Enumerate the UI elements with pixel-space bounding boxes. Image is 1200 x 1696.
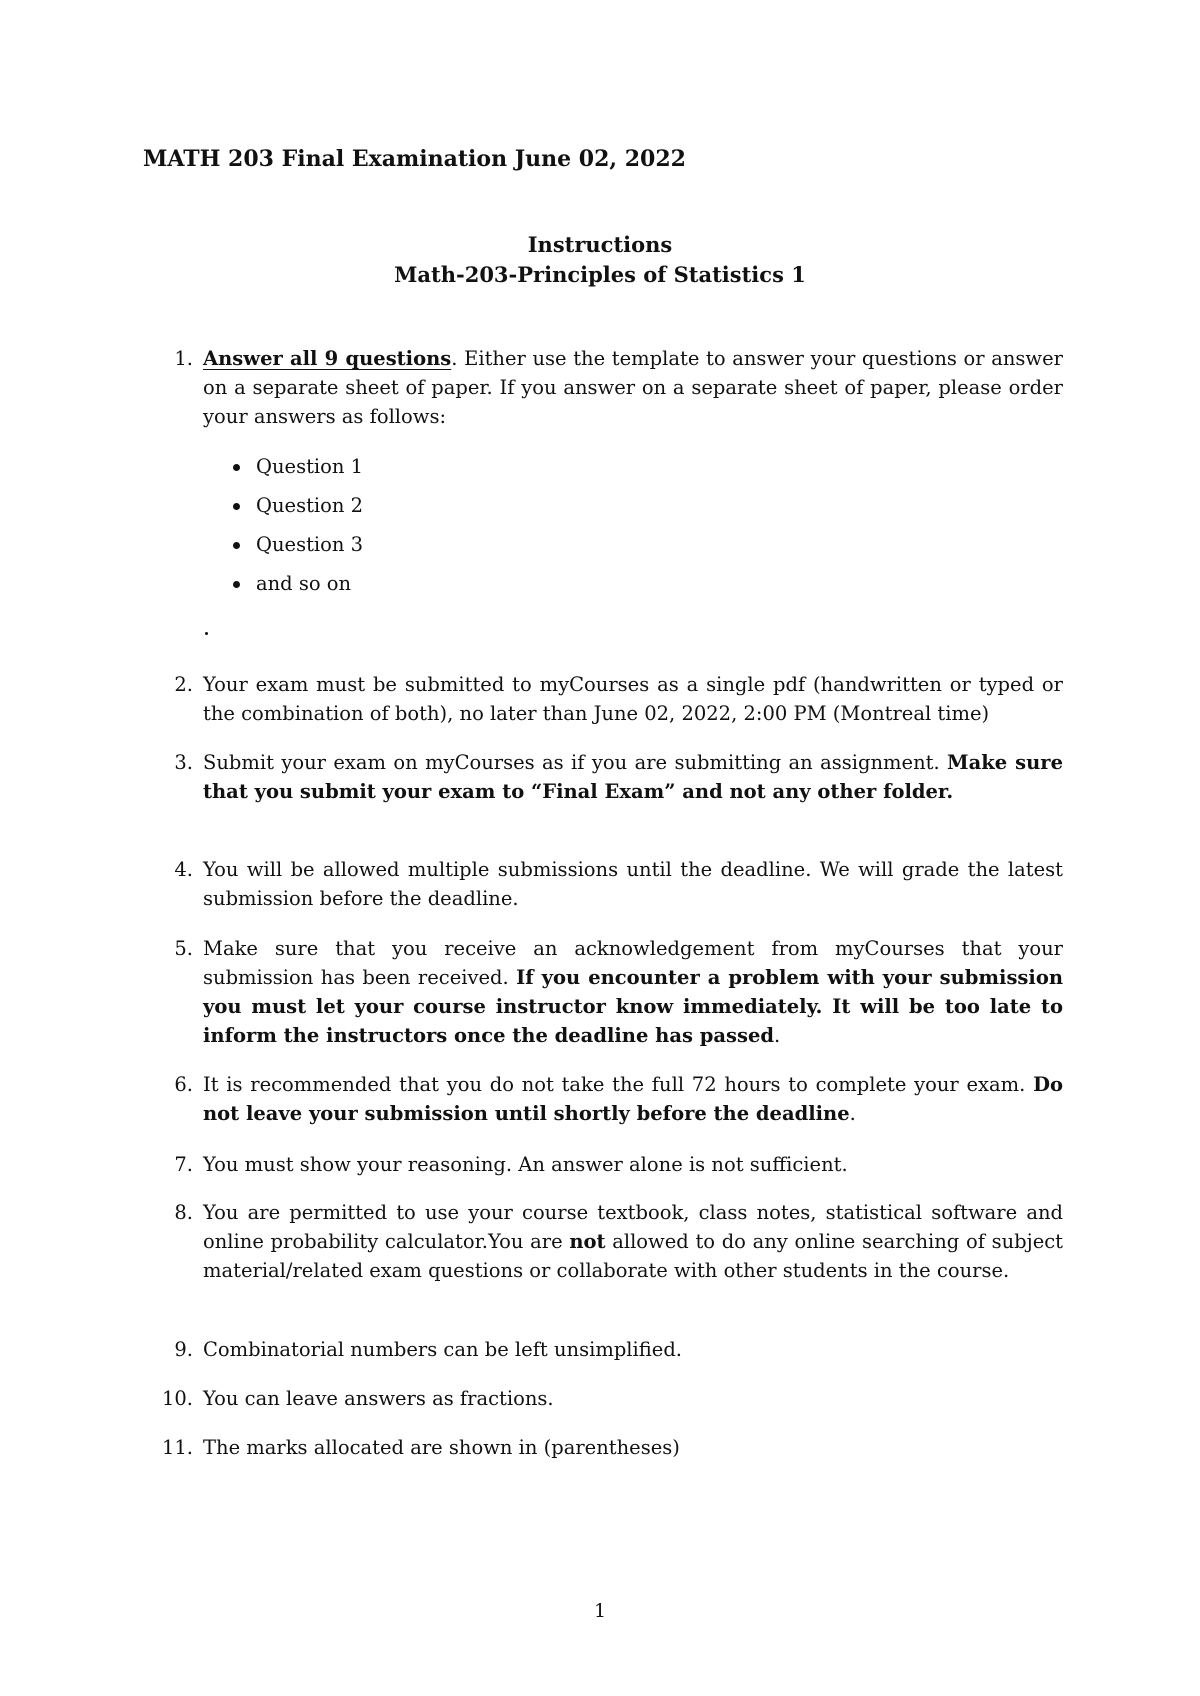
item-number: 5. <box>174 937 193 960</box>
bullet-icon <box>233 581 240 588</box>
instruction-item-4 <box>174 855 1063 913</box>
item-text: You can leave answers as fractions. <box>203 1387 554 1410</box>
item-number: 1. <box>174 347 193 370</box>
item-bold-text: Answer all 9 questions <box>203 347 452 370</box>
item-text: Your exam must be submitted to myCourses as a single pdf (handwritten or typed or the combination of both), no later than June 02, 2022, 2:00 PM (Montreal time) <box>203 673 1063 725</box>
item-number: 6. <box>174 1073 193 1096</box>
instruction-item-11 <box>161 1433 1063 1462</box>
page-number: 1 <box>593 1600 607 1622</box>
item-bold-text: not <box>569 1230 606 1253</box>
item-number: 4. <box>174 858 193 881</box>
item-text: The marks allocated are shown in (parentheses) <box>203 1436 680 1459</box>
list-item: Question 1 <box>233 452 363 491</box>
bullet-icon <box>233 464 240 471</box>
item-text: Submit your exam on myCourses as if you are submitting an assignment. <box>203 751 948 774</box>
instructions-heading: Instructions <box>527 232 673 257</box>
instruction-item-9 <box>174 1335 1063 1364</box>
item-bold-text: Make sure that you submit your exam to “Final Exam” and not any other folder. <box>203 751 1063 803</box>
exam-title: MATH 203 Final Examination June 02, 2022 <box>143 146 686 172</box>
bullet-icon <box>233 542 240 549</box>
instruction-item-7 <box>174 1150 1063 1179</box>
instruction-item-1 <box>174 344 1063 431</box>
item-number: 9. <box>174 1338 193 1361</box>
item-text: allowed to do any online searching of subject material/related exam questions or collaborate with other students in the course. <box>203 1230 1063 1282</box>
item-number: 3. <box>174 751 193 774</box>
item-bold-text: Do not leave your submission until shortly before the deadline <box>203 1073 1063 1125</box>
item-number: 8. <box>174 1201 193 1224</box>
item-bold-text: If you encounter a problem with your submission you must let your course instructor know immediately. It will be too late to inform the instructors once the deadline has passed <box>203 966 1063 1047</box>
list-item: Question 2 <box>233 491 363 530</box>
item-text: You must show your reasoning. An answer alone is not sufficient. <box>203 1153 848 1176</box>
bullet-icon <box>233 503 240 510</box>
item-number: 2. <box>174 673 193 696</box>
item-number: 11. <box>161 1436 193 1459</box>
instruction-item-3 <box>174 748 1063 806</box>
period-mark <box>205 632 208 635</box>
item-number: 10. <box>161 1387 193 1410</box>
list-item: Question 3 <box>233 530 363 569</box>
item-text: . <box>773 1024 781 1047</box>
item-number: 7. <box>174 1153 193 1176</box>
instruction-item-2 <box>174 670 1063 728</box>
item-text: It is recommended that you do not take the full 72 hours to complete your exam. <box>203 1073 1034 1096</box>
course-title: Math-203-Principles of Statistics 1 <box>394 262 806 287</box>
item-text: You will be allowed multiple submissions until the deadline. We will grade the latest submission before the deadline. <box>203 858 1063 910</box>
instruction-item-6 <box>174 1070 1063 1128</box>
list-item: and so on <box>233 569 363 608</box>
item-text: You are permitted to use your course textbook, class notes, statistical software and online probability calculator.You are <box>203 1201 1063 1253</box>
item-text: . <box>849 1102 856 1125</box>
item-text: Make sure that you receive an acknowledgement from myCourses that your submission has been received. <box>203 937 1063 989</box>
answer-order-list <box>233 452 363 608</box>
item-text: Combinatorial numbers can be left unsimplified. <box>203 1338 682 1361</box>
instruction-item-10 <box>161 1384 1063 1413</box>
item-text: . Either use the template to answer your questions or answer on a separate sheet of paper. If you answer on a separate sheet of paper, please order your answers as follows: <box>203 347 1063 428</box>
instruction-item-8 <box>174 1198 1063 1285</box>
instruction-item-5 <box>174 934 1063 1050</box>
